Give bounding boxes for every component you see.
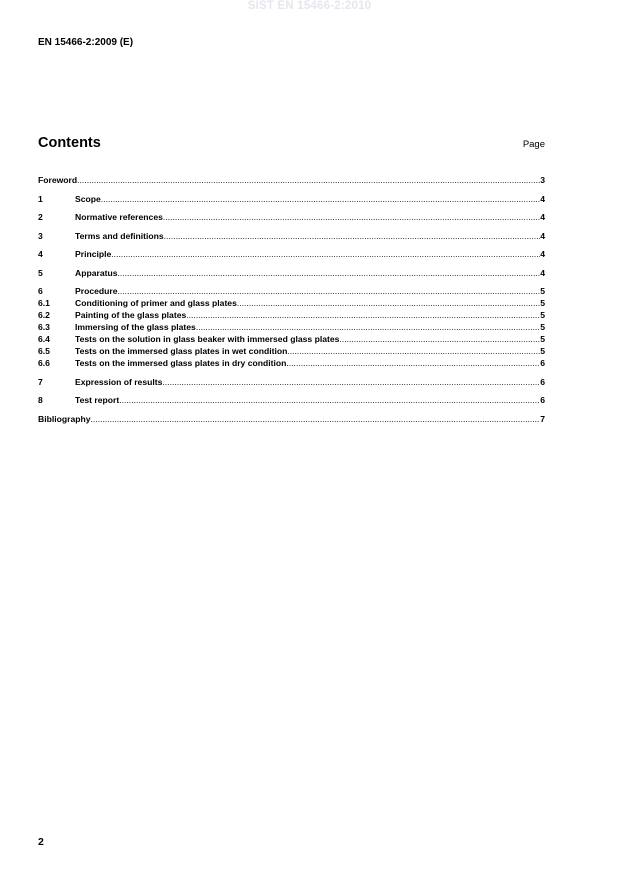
toc-entry-number: 7 bbox=[38, 376, 43, 387]
toc-entry-conditioning[interactable] bbox=[38, 297, 545, 309]
toc-entry-page: 5 bbox=[540, 310, 545, 320]
toc-entry-title: Tests on the immersed glass plates in dry condition bbox=[75, 358, 287, 368]
leader-dots bbox=[286, 357, 540, 369]
contents-heading: Contents bbox=[38, 135, 101, 151]
toc-entry-number: 6.2 bbox=[38, 310, 50, 320]
toc-entry-page: 4 bbox=[540, 212, 545, 222]
toc-entry-title: Terms and definitions bbox=[75, 230, 164, 241]
toc-entry-number: 1 bbox=[38, 193, 43, 204]
leader-dots bbox=[287, 345, 540, 357]
toc-entry-expression-of-results[interactable] bbox=[38, 376, 545, 388]
toc-entry-number: 6.4 bbox=[38, 334, 50, 344]
toc-entry-number: 6.1 bbox=[38, 298, 50, 308]
toc-entry-number: 4 bbox=[38, 249, 43, 259]
table-of-contents bbox=[38, 174, 545, 425]
toc-entry-page: 6 bbox=[540, 376, 545, 387]
toc-entry-page: 5 bbox=[540, 334, 545, 344]
toc-entry-number: 5 bbox=[38, 267, 43, 278]
leader-dots bbox=[164, 230, 541, 242]
toc-entry-title: Test report bbox=[75, 395, 120, 405]
leader-dots bbox=[77, 174, 540, 186]
toc-entry-scope[interactable] bbox=[38, 193, 545, 205]
toc-entry-page: 7 bbox=[540, 413, 545, 424]
toc-entry-procedure[interactable] bbox=[38, 285, 545, 297]
leader-dots bbox=[101, 193, 540, 205]
toc-entry-number: 6.3 bbox=[38, 322, 50, 332]
toc-entry-title: Apparatus bbox=[75, 267, 118, 278]
toc-entry-page: 3 bbox=[540, 175, 545, 185]
toc-entry-immersing[interactable] bbox=[38, 321, 545, 333]
toc-entry-tests-solution[interactable] bbox=[38, 333, 545, 345]
toc-entry-page: 5 bbox=[540, 298, 545, 308]
toc-entry-tests-wet[interactable] bbox=[38, 345, 545, 357]
toc-entry-page: 4 bbox=[540, 249, 545, 259]
toc-entry-foreword[interactable] bbox=[38, 174, 545, 186]
leader-dots bbox=[196, 321, 540, 333]
toc-entry-principle[interactable] bbox=[38, 248, 545, 260]
toc-entry-title: Foreword bbox=[38, 175, 78, 185]
toc-entry-title: Normative references bbox=[75, 212, 163, 222]
leader-dots bbox=[163, 211, 540, 223]
toc-entry-title: Tests on the solution in glass beaker with immersed glass plates bbox=[75, 334, 340, 344]
toc-entry-bibliography[interactable] bbox=[38, 413, 545, 425]
toc-entry-title: Conditioning of primer and glass plates bbox=[75, 298, 237, 308]
toc-entry-number: 6.6 bbox=[38, 358, 50, 368]
toc-entry-title: Painting of the glass plates bbox=[75, 310, 187, 320]
toc-entry-title: Expression of results bbox=[75, 376, 163, 387]
leader-dots bbox=[91, 413, 541, 425]
toc-entry-title: Immersing of the glass plates bbox=[75, 322, 196, 332]
leader-dots bbox=[119, 394, 540, 406]
leader-dots bbox=[339, 333, 540, 345]
toc-entry-number: 6.5 bbox=[38, 346, 50, 356]
toc-entry-test-report[interactable] bbox=[38, 394, 545, 406]
toc-entry-painting[interactable] bbox=[38, 309, 545, 321]
toc-entry-apparatus[interactable] bbox=[38, 267, 545, 279]
page-column-label: Page bbox=[522, 139, 545, 150]
leader-dots bbox=[118, 285, 541, 297]
watermark: SIST EN 15466-2:2010 bbox=[247, 0, 372, 12]
toc-entry-page: 5 bbox=[540, 346, 545, 356]
toc-entry-number: 6 bbox=[38, 286, 43, 296]
toc-entry-page: 5 bbox=[540, 286, 545, 296]
toc-entry-number: 8 bbox=[38, 395, 43, 405]
leader-dots bbox=[111, 248, 540, 260]
toc-entry-page: 4 bbox=[540, 193, 545, 204]
toc-entry-number: 2 bbox=[38, 212, 43, 222]
leader-dots bbox=[118, 267, 541, 279]
toc-entry-tests-dry[interactable] bbox=[38, 357, 545, 369]
toc-entry-normative-references[interactable] bbox=[38, 211, 545, 223]
toc-entry-page: 6 bbox=[540, 395, 545, 405]
leader-dots bbox=[237, 297, 540, 309]
page-number: 2 bbox=[38, 836, 44, 848]
toc-entry-page: 6 bbox=[540, 358, 545, 368]
toc-entry-title: Principle bbox=[75, 249, 112, 259]
toc-entry-page: 5 bbox=[540, 322, 545, 332]
leader-dots bbox=[186, 309, 540, 321]
toc-entry-title: Tests on the immersed glass plates in wet condition bbox=[75, 346, 288, 356]
toc-entry-page: 4 bbox=[540, 267, 545, 278]
toc-entry-page: 4 bbox=[540, 230, 545, 241]
toc-entry-title: Scope bbox=[75, 193, 101, 204]
toc-entry-number: 3 bbox=[38, 230, 43, 241]
toc-entry-title: Bibliography bbox=[38, 413, 91, 424]
document-reference: EN 15466-2:2009 (E) bbox=[38, 37, 134, 48]
toc-entry-title: Procedure bbox=[75, 286, 118, 296]
toc-entry-terms-and-definitions[interactable] bbox=[38, 230, 545, 242]
leader-dots bbox=[162, 376, 540, 388]
